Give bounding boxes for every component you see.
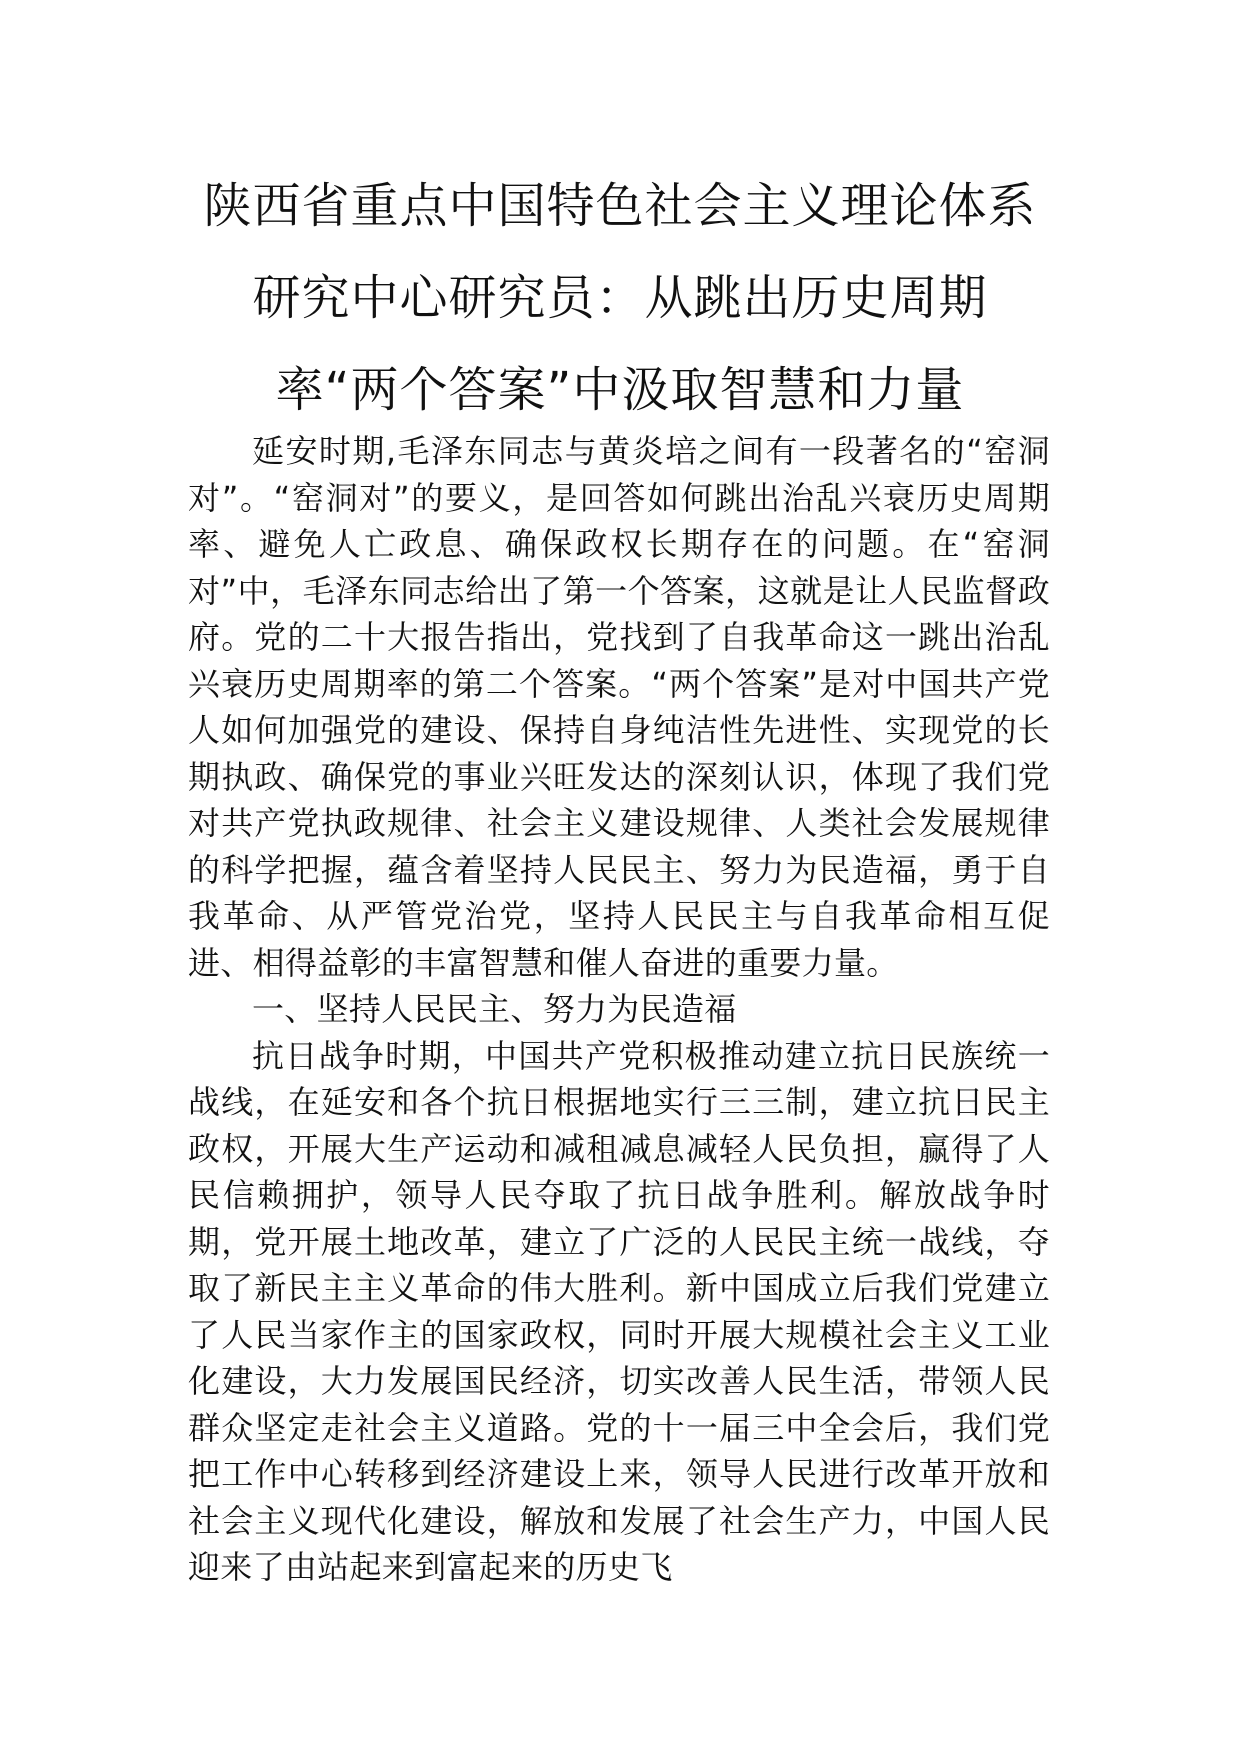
intro-paragraph: 延安时期,毛泽东同志与黄炎培之间有一段著名的“窑洞对”。“窑洞对”的要义，是回答如何跳出治乱兴衰历史周期率、避免人亡政息、确保政权长期存在的问题。在“窑洞对”中，毛泽东同志给出了第一个答案，这就是让人民监督政府。党的二十大报告指出，党找到了自我革命这一跳出治乱兴衰历史周期率的第二个答案。“两个答案”是对中国共产党人如何加强党的建设、保持自身纯洁性先进性、实现党的长期执政、确保党的事业兴旺发达的深刻认识，体现了我们党对共产党执政规律、社会主义建设规律、人类社会发展规律的科学把握，蕴含着坚持人民民主、努力为民造福，勇于自我革命、从严管党治党，坚持人民民主与自我革命相互促进、相得益彰的丰富智慧和催人奋进的重要力量。 bbox=[188, 432, 1050, 982]
section-paragraph: 抗日战争时期，中国共产党积极推动建立抗日民族统一战线，在延安和各个抗日根据地实行三三制，建立抗日民主政权，开展大生产运动和减租减息减轻人民负担，赢得了人民信赖拥护，领导人民夺取了抗日战争胜利。解放战争时期，党开展土地改革，建立了广泛的人民民主统一战线，夺取了新民主主义革命的伟大胜利。新中国成立后我们党建立了人民当家作主的国家政权，同时开展大规模社会主义工业化建设，大力发展国民经济，切实改善人民生活，带领人民群众坚定走社会主义道路。党的十一届三中全会后，我们党把工作中心转移到经济建设上来，领导人民进行改革开放和社会主义现代化建设，解放和发展了社会生产力，中国人民迎来了由站起来到富起来的历史飞 bbox=[188, 1036, 1050, 1586]
page-title: 陕西省重点中国特色社会主义理论体系研究中心研究员：从跳出历史周期率“两个答案”中汲取智慧和力量 bbox=[203, 178, 1037, 418]
document-body bbox=[188, 428, 1050, 1591]
section-heading: 一、坚持人民民主、努力为民造福 bbox=[252, 990, 737, 1028]
